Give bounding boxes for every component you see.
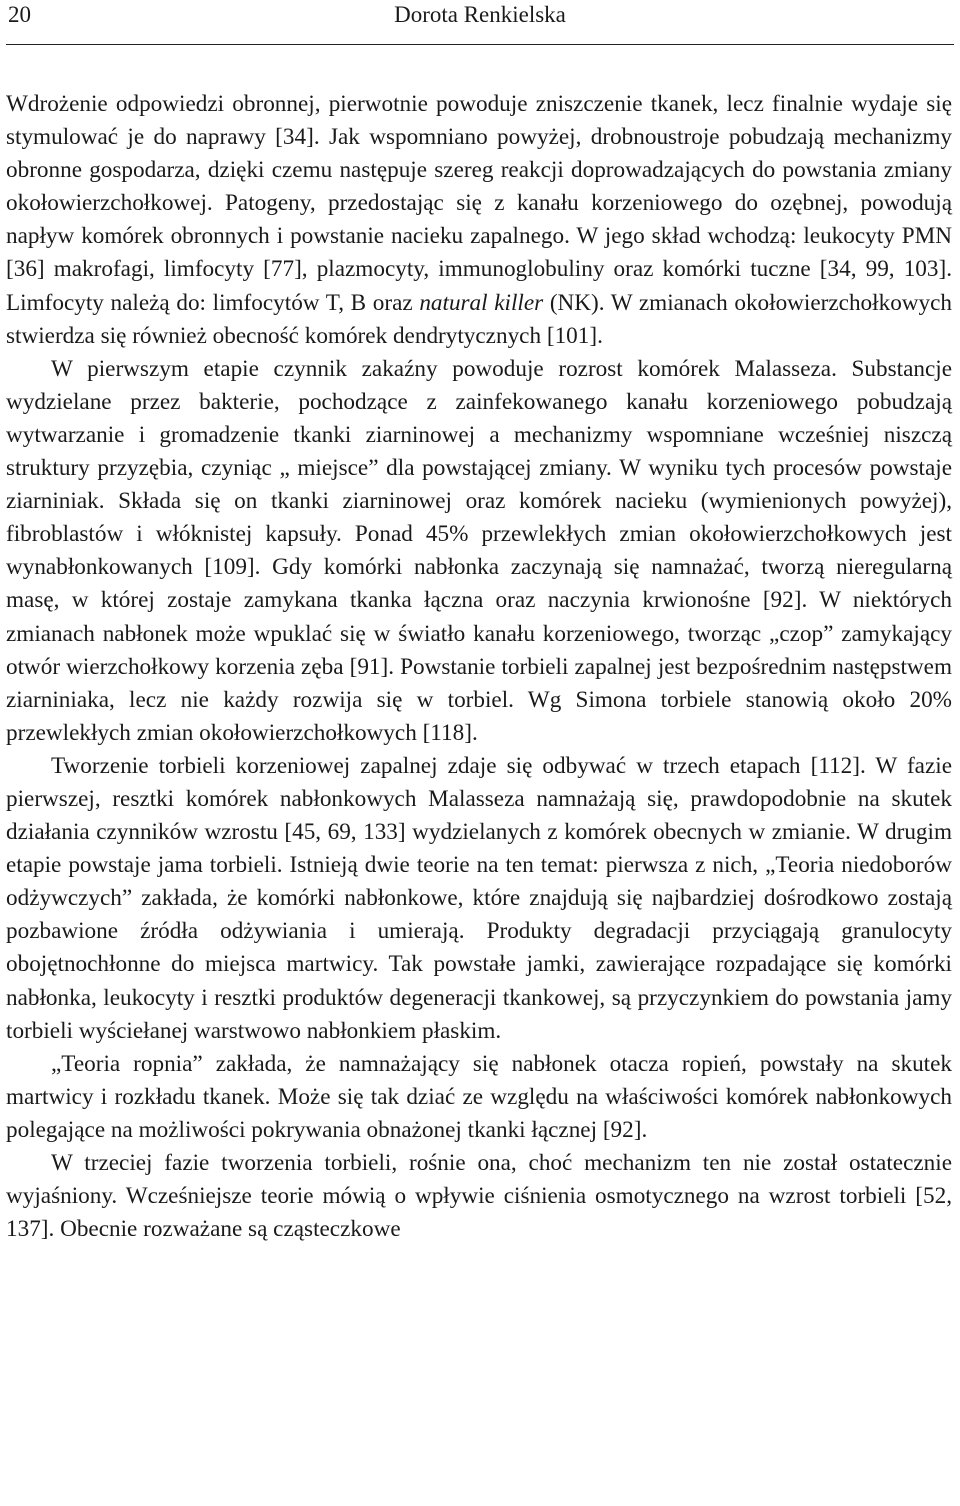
paragraph-4: „Teoria ropnia” zakłada, że namnażający się nabłonek otacza ropień, powstały na skutek martwicy i rozkładu tkanek. Może się tak dziać ze względu na właściwości komórek nabłonkowych polegające na możliwości pokrywania obnażonej tkanki łącznej [92]. (6, 1050, 952, 1143)
running-head: Dorota Renkielska (394, 2, 566, 27)
page-number: 20 (8, 2, 31, 27)
paragraph-3: Tworzenie torbieli korzeniowej zapalnej zdaje się odbywać w trzech etapach [112]. W fazie pierwszej, resztki komórek nabłonkowych Malasseza namnażają się, prawdopodobnie na skutek działania czynników wzrostu [45, 69, 133] wydzielanych z komórek obecnych w zmianie. W drugim etapie powstaje jama torbieli. Istnieją dwie teorie na ten temat: pierwsza z nich, „Teoria niedoborów odżywczych” zakłada, że komórki nabłonkowe, które znajdują się najbardziej dośrodkowo zostają pozbawione źródła odżywiania i umierają. Produkty degradacji przyciągają granulocyty obojętnochłonne do miejsca martwicy. Tak powstałe jamki, zawierające rozpadające się komórki nabłonka, leukocyty i resztki produktów degeneracji tkankowej, są przyczynkiem do powstania jamy torbieli wyściełanej warstwowo nabłonkiem płaskim. (6, 752, 952, 1044)
paragraph-1-italic: natural killer (419, 289, 544, 316)
paragraph-1-end: (NK). W zmianach okołowierzchołkowych stwierdza się również obecność komórek dendrytycznych [101]. (6, 289, 953, 349)
paragraph-2: W pierwszym etapie czynnik zakaźny powoduje rozrost komórek Malasseza. Substancje wydzielane przez bakterie, pochodzące z zainfekowanego kanału korzeniowego pobudzają wytwarzanie i gromadzenie tkanki ziarninowej a mechanizmy wspomniane wcześniej niszczą struktury przyzębia, czyniąc „ miejsce” dla powstającej zmiany. W wyniku tych procesów powstaje ziarniniak. Składa się on tkanki ziarninowej oraz komórek nacieku (wymienionych powyżej), fibroblastów i włóknistej kapsuły. Ponad 45% przewlekłych zmian okołowierzchołkowych jest wynabłonkowanych [109]. Gdy komórki nabłonka zaczynają się namnażać, tworzą nieregularną masę, w której zostaje zamykana tkanka łączna oraz naczynia krwionośne [92]. W niektórych zmianach nabłonek może wpuklać się w światło kanału korzeniowego, tworząc „czop” zamykający otwór wierzchołkowy korzenia zęba [91]. Powstanie torbieli zapalnej jest bezpośrednim następstwem ziarniniaka, lecz nie każdy rozwija się w torbiel. Wg Simona torbiele stanowią około 20% przewlekłych zmian okołowierzchołkowych [118]. (6, 355, 952, 746)
body-text (6, 88, 952, 1246)
paragraph-1-text: Wdrożenie odpowiedzi obronnej, pierwotnie powoduje zniszczenie tkanek, lecz finalnie wydaje się stymulować je do naprawy [34]. Jak wspomniano powyżej, drobnoustroje pobudzają mechanizmy obronne gospodarza, dzięki czemu następuje szereg reakcji doprowadzających do powstania zmiany okołowierzchołkowej. Patogeny, przedostając się z kanału korzeniowego do ozębnej, powodują napływ komórek obronnych i powstanie nacieku zapalnego. W jego skład wchodzą: leukocyty PMN [36] makrofagi, limfocyty [77], plazmocyty, immunoglobuliny oraz komórki tuczne [34, 99, 103]. Limfocyty należą do: limfocytów T, B oraz (6, 91, 952, 316)
paragraph-1 (6, 88, 952, 353)
paragraph-5: W trzeciej fazie tworzenia torbieli, rośnie ona, choć mechanizm ten nie został ostatecznie wyjaśniony. Wcześniejsze teorie mówią o wpływie ciśnienia osmotycznego na wzrost torbieli [52, 137]. Obecnie rozważane są cząsteczkowe (6, 1150, 952, 1243)
page-header (6, 0, 954, 45)
